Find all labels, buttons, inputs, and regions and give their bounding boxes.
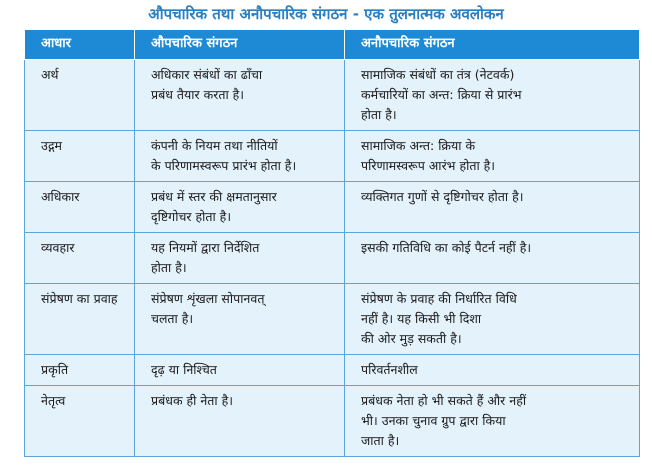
informal-cell <box>345 233 640 284</box>
informal-text-line: कर्मचारियों का अन्त: क्रिया से प्रारंभ <box>361 87 522 102</box>
informal-text-line: इसकी गतिविधि का कोई पैटर्न नहीं है। <box>361 240 532 255</box>
basis-cell: व्यवहार <box>25 233 135 284</box>
informal-cell <box>345 182 640 233</box>
header-formal-organisation: औपचारिक संगठन <box>135 30 345 60</box>
table-row <box>25 233 640 284</box>
formal-text-line: चलता है। <box>151 311 194 326</box>
formal-cell <box>135 131 345 182</box>
informal-text-line: नहीं है। यह किसी भी दिशा <box>361 311 482 326</box>
formal-text-line: यह नियमों द्वारा निर्देशित <box>151 240 260 255</box>
formal-cell <box>135 284 345 355</box>
basis-cell: नेतृत्व <box>25 386 135 457</box>
header-informal-organisation: अनौपचारिक संगठन <box>345 30 640 60</box>
formal-cell <box>135 233 345 284</box>
informal-cell <box>345 131 640 182</box>
informal-text-line: सामाजिक अन्त: क्रिया के <box>361 138 476 153</box>
formal-cell <box>135 355 345 386</box>
informal-cell <box>345 284 640 355</box>
basis-cell: अर्थ <box>25 60 135 131</box>
informal-text-line: भी। उनका चुनाव ग्रुप द्वारा किया <box>361 413 506 428</box>
formal-text-line: प्रबंध में स्तर की क्षमतानुसार <box>151 189 277 204</box>
informal-text-line: परिणामस्वरूप आरंभ होता है। <box>361 158 496 173</box>
formal-cell <box>135 182 345 233</box>
basis-cell: प्रकृति <box>25 355 135 386</box>
table-row <box>25 386 640 457</box>
informal-cell <box>345 60 640 131</box>
formal-cell <box>135 60 345 131</box>
informal-text-line: जाता है। <box>361 433 400 448</box>
table-title: औपचारिक तथा अनौपचारिक संगठन - एक तुलनात्मक अवलोकन <box>148 5 504 23</box>
table-body <box>25 60 640 457</box>
informal-cell <box>345 386 640 457</box>
header-row <box>25 30 640 60</box>
informal-text-line: व्यक्तिगत गुणों से दृष्टिगोचर होता है। <box>361 189 524 204</box>
basis-cell: संप्रेषण का प्रवाह <box>25 284 135 355</box>
informal-cell <box>345 355 640 386</box>
informal-text-line: सामाजिक संबंधों का तंत्र (नेटवर्क) <box>361 67 515 82</box>
table-row <box>25 355 640 386</box>
informal-text-line: की ओर मुड़ सकती है। <box>361 331 462 346</box>
formal-text-line: होता है। <box>151 260 187 275</box>
informal-text-line: संप्रेषण के प्रवाह की निर्धारित विधि <box>361 291 517 306</box>
formal-text-line: अधिकार संबंधों का ढाँचा <box>151 67 263 82</box>
formal-text-line: प्रबंधक ही नेता है। <box>151 393 234 408</box>
basis-cell: उद्गम <box>25 131 135 182</box>
informal-text-line: प्रबंधक नेता हो भी सकते हैं और नहीं <box>361 393 527 408</box>
table-row <box>25 284 640 355</box>
informal-text-line: होता है। <box>361 107 397 122</box>
formal-text-line: दृढ़ या निश्चित <box>151 362 217 377</box>
formal-text-line: के परिणामस्वरूप प्रारंभ होता है। <box>151 158 297 173</box>
informal-text-line: परिवर्तनशील <box>361 362 418 377</box>
header-basis: आधार <box>25 30 135 60</box>
formal-cell <box>135 386 345 457</box>
formal-text-line: कंपनी के नियम तथा नीतियों <box>151 138 278 153</box>
formal-text-line: दृष्टिगोचर होता है। <box>151 209 232 224</box>
comparison-table <box>24 29 640 457</box>
table-row <box>25 131 640 182</box>
table-row <box>25 60 640 131</box>
table-row <box>25 182 640 233</box>
formal-text-line: संप्रेषण शृंखला सोपानवत् <box>151 291 265 306</box>
formal-text-line: प्रबंध तैयार करता है। <box>151 87 245 102</box>
basis-cell: अधिकार <box>25 182 135 233</box>
